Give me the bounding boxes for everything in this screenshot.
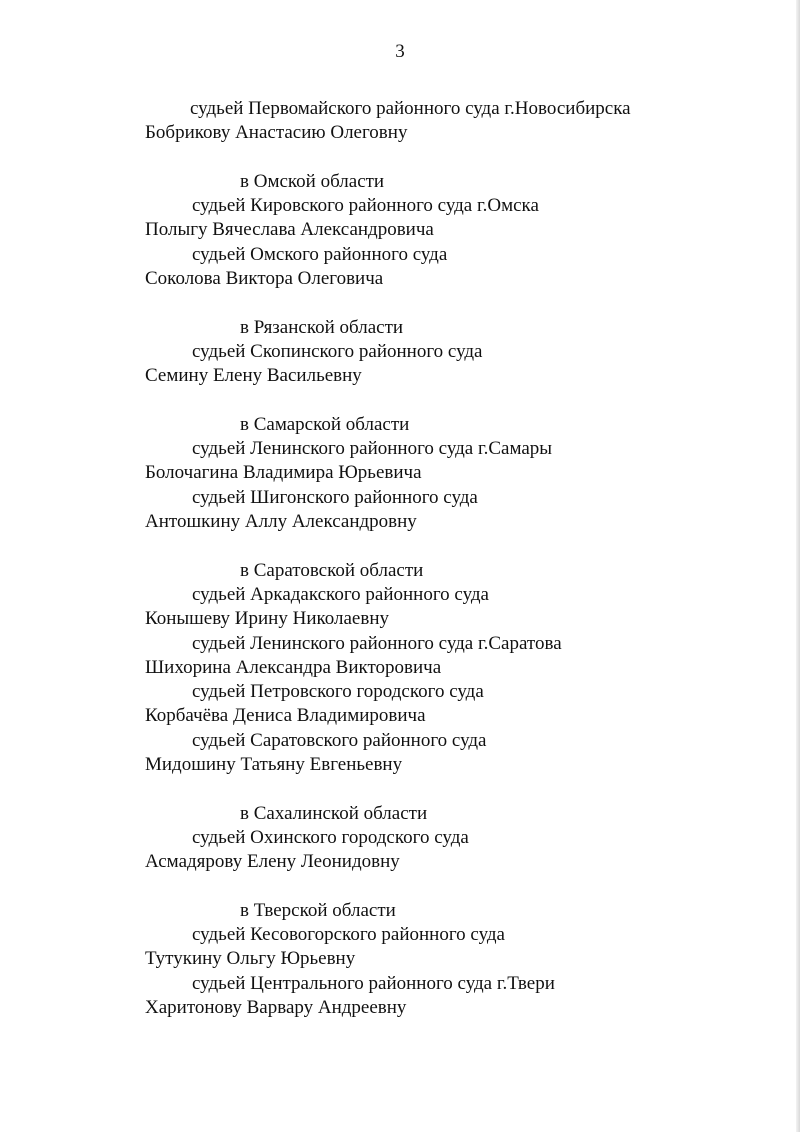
court-line: судьей Ленинского районного суда г.Саратова bbox=[192, 632, 562, 654]
judge-name: Харитонову Варвару Андреевну bbox=[145, 996, 407, 1018]
judge-name: Асмадярову Елену Леонидовну bbox=[145, 851, 400, 873]
judge-name: Семину Елену Васильевну bbox=[145, 365, 362, 387]
court-line: судьей Охинского городского суда bbox=[192, 826, 469, 848]
judge-name: Корбачёва Дениса Владимировича bbox=[145, 705, 426, 727]
court-line: судьей Центрального районного суда г.Твери bbox=[192, 972, 555, 994]
region-samara bbox=[145, 413, 765, 534]
judge-name: Антошкину Аллу Александровну bbox=[145, 511, 417, 533]
court-line: судьей Петровского городского суда bbox=[192, 681, 484, 703]
court-line: судьей Кировского районного суда г.Омска bbox=[192, 195, 539, 217]
judge-name: Мидошину Татьяну Евгеньевну bbox=[145, 754, 403, 776]
court-line: судьей Ленинского районного суда г.Самары bbox=[192, 438, 553, 460]
court-line: судьей Скопинского районного суда bbox=[192, 340, 483, 362]
judge-name: Конышеву Ирину Николаевну bbox=[145, 608, 389, 630]
region-ryazan bbox=[145, 316, 765, 389]
appointments-list bbox=[145, 97, 765, 1020]
judge-name: Полыгу Вячеслава Александровича bbox=[145, 219, 434, 241]
region-title: в Рязанской области bbox=[240, 316, 404, 338]
page-number: 3 bbox=[395, 41, 405, 62]
court-line: судьей Омского районного суда bbox=[192, 243, 448, 265]
region-title: в Саратовской области bbox=[240, 559, 424, 581]
court-line: судьей Саратовского районного суда bbox=[192, 729, 487, 751]
region-title: в Сахалинской области bbox=[240, 802, 428, 824]
region-tver bbox=[145, 899, 765, 1020]
region-title: в Омской области bbox=[240, 170, 385, 192]
court-line: судьей Первомайского районного суда г.Новосибирска bbox=[190, 98, 631, 119]
intro-appointment bbox=[145, 97, 765, 146]
judge-name: Болочагина Владимира Юрьевича bbox=[145, 462, 422, 484]
region-title: в Тверской области bbox=[240, 899, 396, 921]
region-title: в Самарской области bbox=[240, 413, 410, 435]
scan-edge-shadow bbox=[796, 0, 800, 1132]
region-sakhalin bbox=[145, 802, 765, 875]
judge-name: Соколова Виктора Олеговича bbox=[145, 268, 384, 290]
court-line: судьей Кесовогорского районного суда bbox=[192, 924, 505, 946]
court-line: судьей Шигонского районного суда bbox=[192, 486, 478, 508]
judge-name: Бобрикову Анастасию Олеговну bbox=[145, 122, 408, 144]
region-saratov bbox=[145, 559, 765, 778]
court-line: судьей Аркадакского районного суда bbox=[192, 583, 489, 605]
region-omsk bbox=[145, 170, 765, 291]
judge-name: Тутукину Ольгу Юрьевну bbox=[145, 948, 356, 970]
judge-name: Шихорина Александра Викторовича bbox=[145, 656, 442, 678]
